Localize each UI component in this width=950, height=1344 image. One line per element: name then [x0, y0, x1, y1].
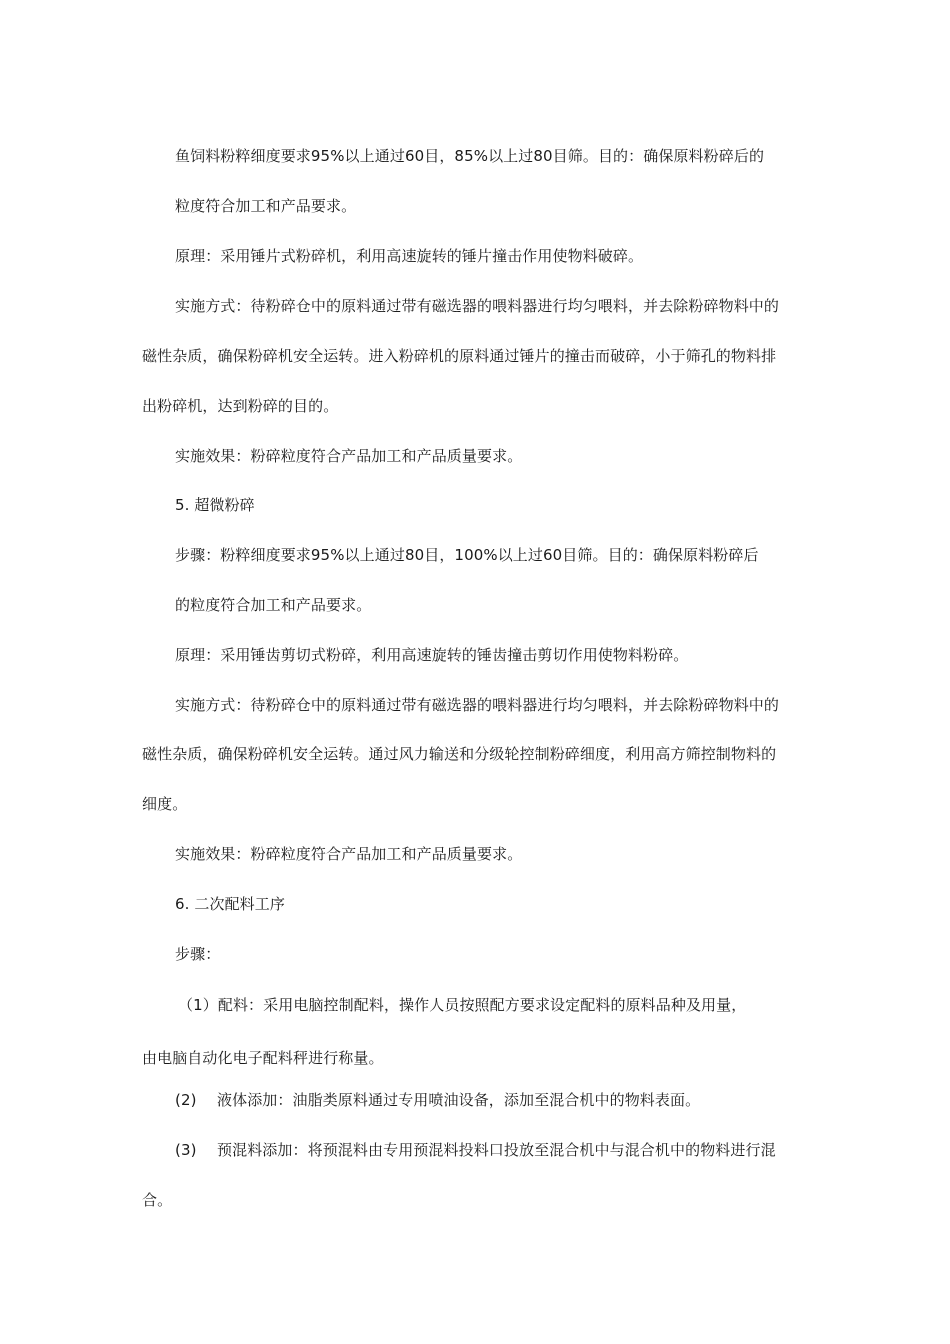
paragraph-line: 实施效果：粉碎粒度符合产品加工和产品质量要求。: [175, 845, 523, 863]
paragraph-line: 出粉碎机，达到粉碎的目的。: [142, 397, 339, 415]
paragraph-line: 磁性杂质，确保粉碎机安全运转。通过风力输送和分级轮控制粉碎细度，利用高方筛控制物料的: [142, 745, 777, 763]
list-item-text: 液体添加：油脂类原料通过专用喷油设备，添加至混合机中的物料表面。: [217, 1091, 701, 1109]
paragraph-line: 实施效果：粉碎粒度符合产品加工和产品质量要求。: [175, 447, 523, 465]
paragraph-line: 实施方式：待粉碎仓中的原料通过带有磁选器的喂料器进行均匀喂料，并去除粉碎物料中的: [175, 297, 780, 315]
paragraph-line: 步骤：: [175, 945, 221, 963]
list-item-text: 预混料添加：将预混料由专用预混料投料口投放至混合机中与混合机中的物料进行混: [217, 1141, 776, 1159]
paragraph-line: 鱼饲料粉粹细度要求95%以上通过60目，85%以上过80目筛。目的：确保原料粉碎后的: [175, 147, 765, 165]
paragraph-line: 原理：采用锤片式粉碎机，利用高速旋转的锤片撞击作用使物料破碎。: [175, 247, 644, 265]
paragraph-line: 原理：采用锤齿剪切式粉碎，利用高速旋转的锤齿撞击剪切作用使物料粉碎。: [175, 646, 689, 664]
paragraph-line: 细度。: [142, 795, 188, 813]
list-item-number: (2): [175, 1091, 197, 1109]
list-item-line: 由电脑自动化电子配料秤进行称量。: [142, 1049, 384, 1067]
paragraph-line: 步骤：粉粹细度要求95%以上通过80目，100%以上过60目筛。目的：确保原料粉碎后: [175, 546, 759, 564]
list-item-line: 合。: [142, 1191, 173, 1209]
paragraph-line: 粒度符合加工和产品要求。: [175, 197, 357, 215]
list-item-number: (3): [175, 1141, 197, 1159]
section-heading: 5. 超微粉碎: [175, 496, 255, 514]
list-item: [175, 1140, 776, 1160]
paragraph-line: 磁性杂质，确保粉碎机安全运转。进入粉碎机的原料通过锤片的撞击而破碎，小于筛孔的物料排: [142, 347, 777, 365]
list-item-line: （1）配料：采用电脑控制配料，操作人员按照配方要求设定配料的原料品种及用量，: [178, 996, 747, 1014]
section-heading: 6. 二次配料工序: [175, 895, 285, 913]
paragraph-line: 的粒度符合加工和产品要求。: [175, 596, 372, 614]
list-item: [175, 1090, 700, 1110]
paragraph-line: 实施方式：待粉碎仓中的原料通过带有磁选器的喂料器进行均匀喂料，并去除粉碎物料中的: [175, 696, 780, 714]
